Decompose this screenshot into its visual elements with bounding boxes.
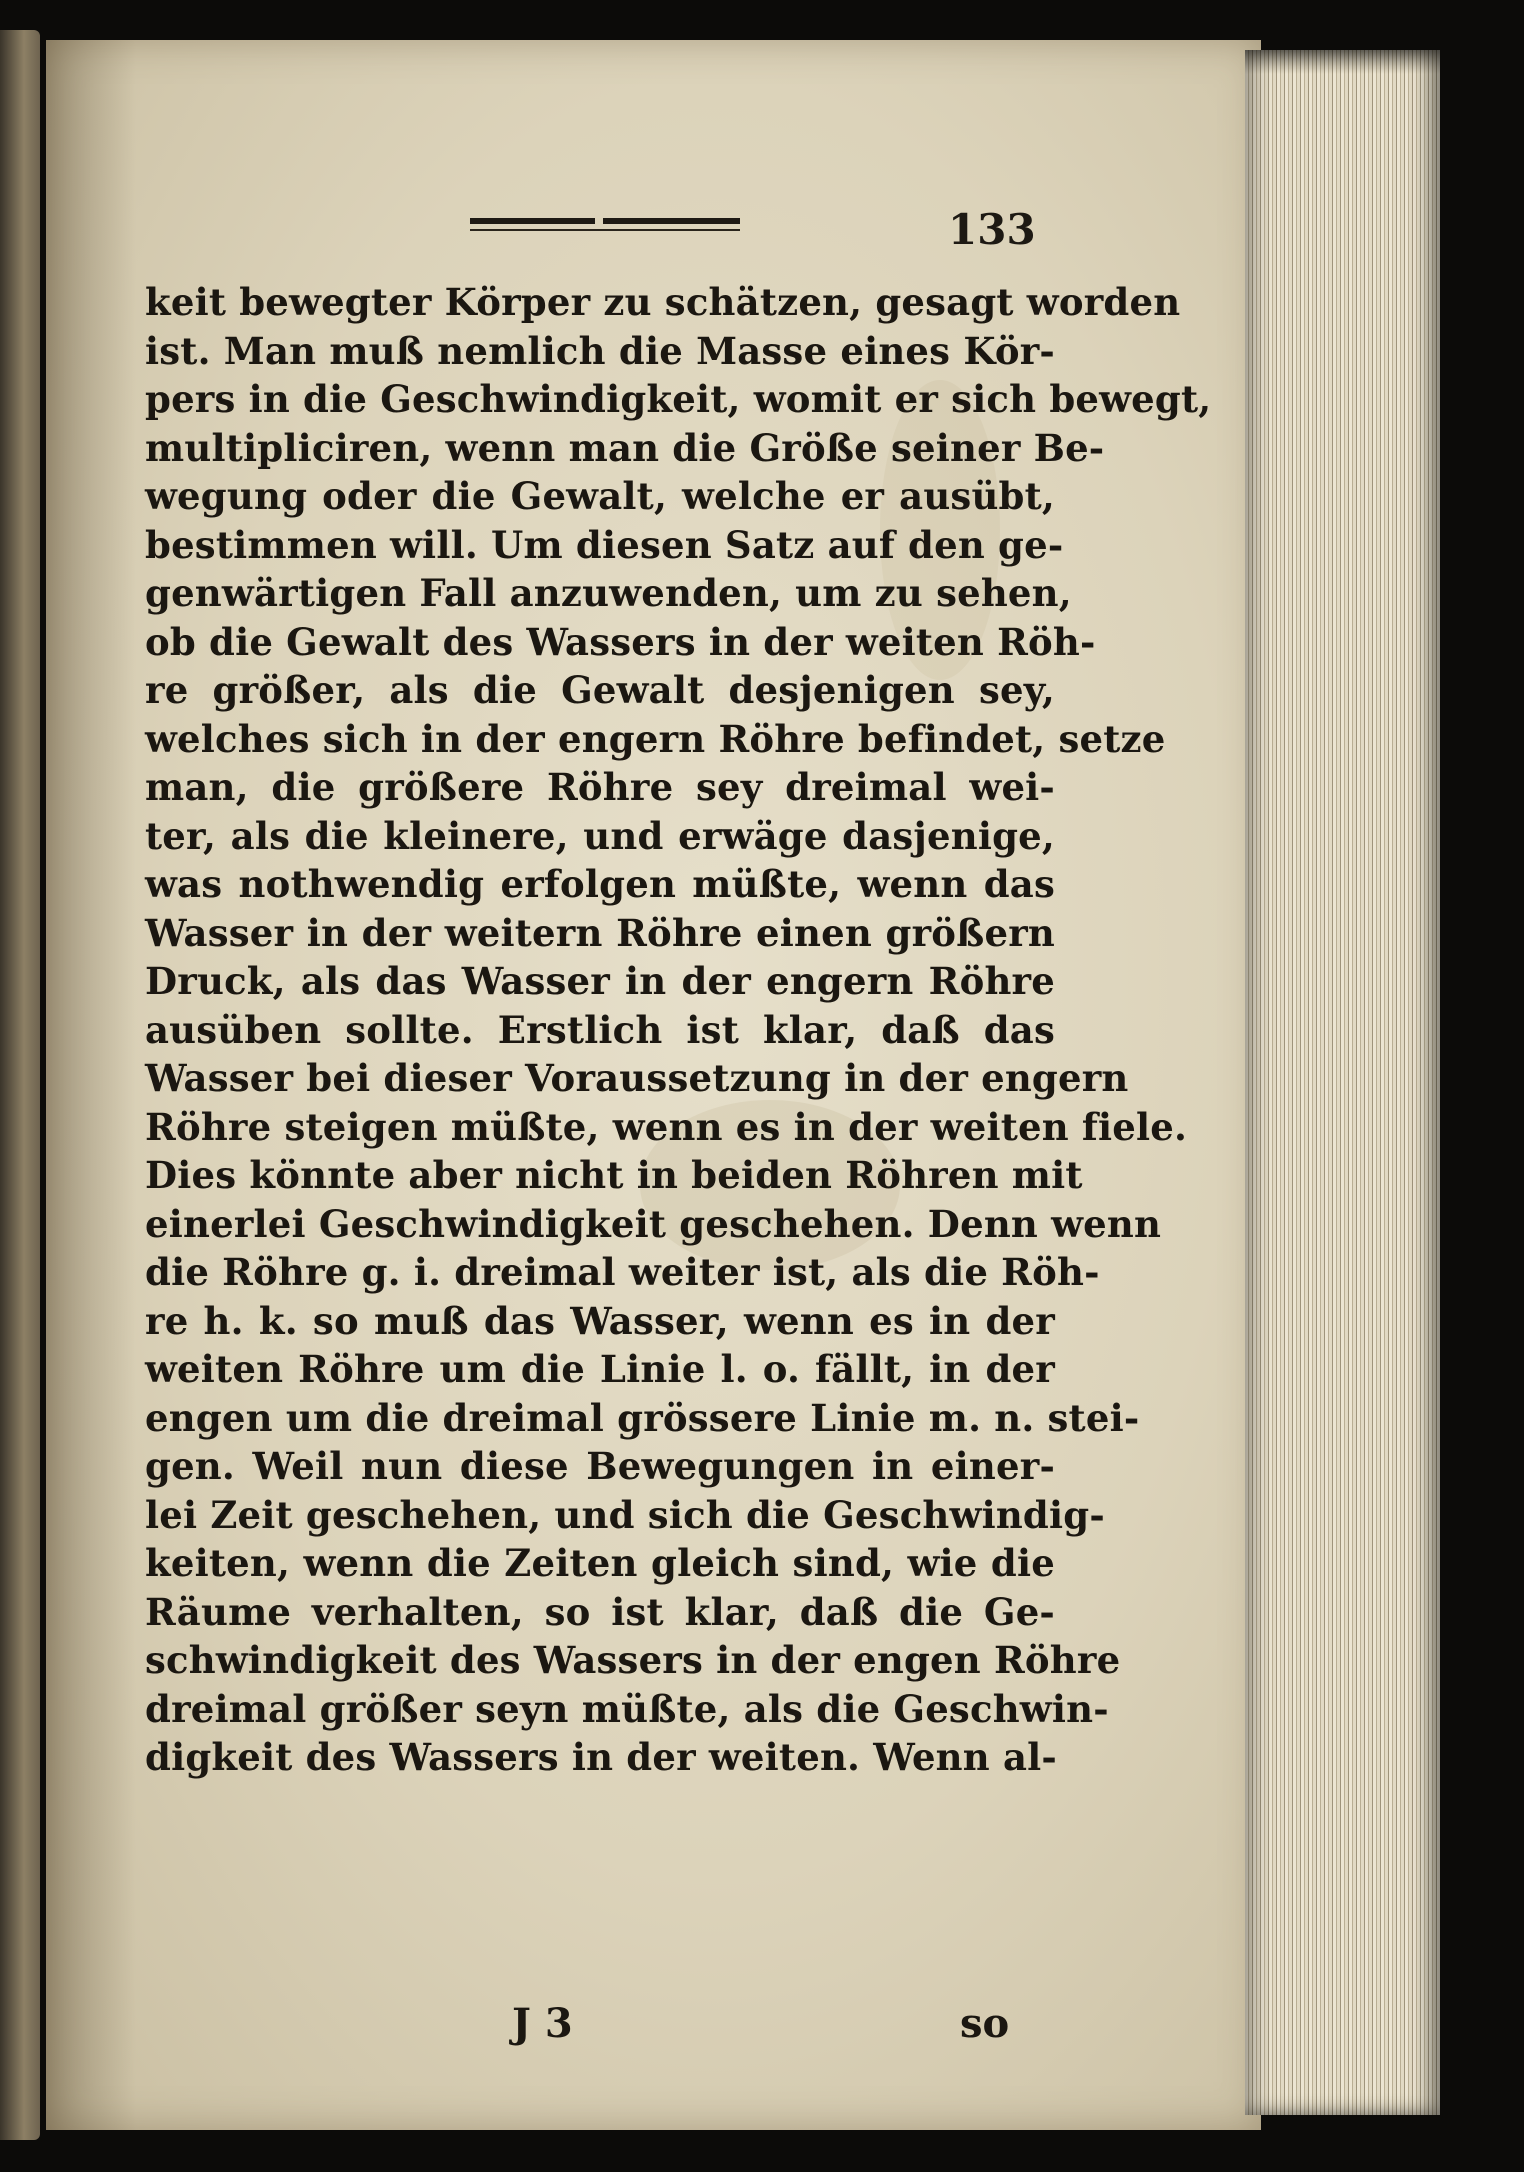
text-line: dreimal größer seyn müßte, als die Geschwin- <box>145 1686 1109 1731</box>
text-line: die Röhre g. i. dreimal weiter ist, als die Röh- <box>145 1250 1100 1294</box>
text-line: digkeit des Wassers in der weiten. Wenn al- <box>145 1735 1057 1779</box>
header-rule-thin <box>470 229 740 231</box>
text-line: engen um die dreimal grössere Linie m. n. stei- <box>145 1395 1140 1440</box>
text-line: re h. k. so muß das Wasser, wenn es in der <box>145 1298 1055 1343</box>
text-line: gen. Weil nun diese Bewegungen in einer- <box>145 1444 1055 1488</box>
text-line: welches sich in der engern Röhre befindet, setze <box>145 716 1166 761</box>
text-line: ausüben sollte. Erstlich ist klar, daß das <box>145 1007 1055 1052</box>
text-line: Dies könnte aber nicht in beiden Röhren mit <box>145 1153 1083 1197</box>
text-line: ob die Gewalt des Wassers in der weiten Röh- <box>145 619 1096 664</box>
text-line: Wasser in der weitern Röhre einen größern <box>145 910 1055 955</box>
text-line: ter, als die kleinere, und erwäge dasjenige, <box>145 813 1055 858</box>
header-rule-gap <box>595 218 603 224</box>
text-line: re größer, als die Gewalt desjenigen sey, <box>145 668 1055 712</box>
catchword: so <box>960 2000 1010 2047</box>
text-line: weiten Röhre um die Linie l. o. fällt, in der <box>145 1347 1055 1391</box>
text-line: pers in die Geschwindigkeit, womit er sich bewegt, <box>145 377 1212 421</box>
text-line: wegung oder die Gewalt, welche er ausübt, <box>145 474 1055 518</box>
text-line: ist. Man muß nemlich die Masse eines Kör- <box>145 328 1055 373</box>
text-line: was nothwendig erfolgen müßte, wenn das <box>145 862 1055 906</box>
text-line: keit bewegter Körper zu schätzen, gesagt worden <box>145 280 1181 324</box>
left-page-edge <box>0 30 40 2140</box>
text-line: genwärtigen Fall anzuwenden, um zu sehen, <box>145 571 1072 615</box>
text-line: keiten, wenn die Zeiten gleich sind, wie die <box>145 1541 1055 1585</box>
text-line: multipliciren, wenn man die Größe seiner Be- <box>145 425 1105 470</box>
text-line: lei Zeit geschehen, und sich die Geschwindig- <box>145 1492 1105 1537</box>
text-line: Röhre steigen müßte, wenn es in der weiten fiele. <box>145 1104 1188 1149</box>
signature-mark: J 3 <box>512 2000 573 2047</box>
text-line: Druck, als das Wasser in der engern Röhre <box>145 959 1055 1003</box>
text-line: bestimmen will. Um diesen Satz auf den ge- <box>145 522 1064 567</box>
page-stack-shadow <box>1245 50 1440 74</box>
header-ornament-rule <box>470 218 740 234</box>
text-line: einerlei Geschwindigkeit geschehen. Denn wenn <box>145 1201 1162 1246</box>
gutter-shadow <box>46 40 136 2130</box>
page-number: 133 <box>948 205 1036 254</box>
text-line: Räume verhalten, so ist klar, daß die Ge- <box>145 1589 1055 1634</box>
page-stack-edges <box>1245 50 1440 2115</box>
text-line: man, die größere Röhre sey dreimal wei- <box>145 765 1055 809</box>
body-text <box>145 278 1212 1782</box>
text-line: schwindigkeit des Wassers in der engen Röhre <box>145 1638 1121 1682</box>
text-line: Wasser bei dieser Voraussetzung in der engern <box>145 1056 1129 1100</box>
header-rule-thick <box>470 218 740 224</box>
